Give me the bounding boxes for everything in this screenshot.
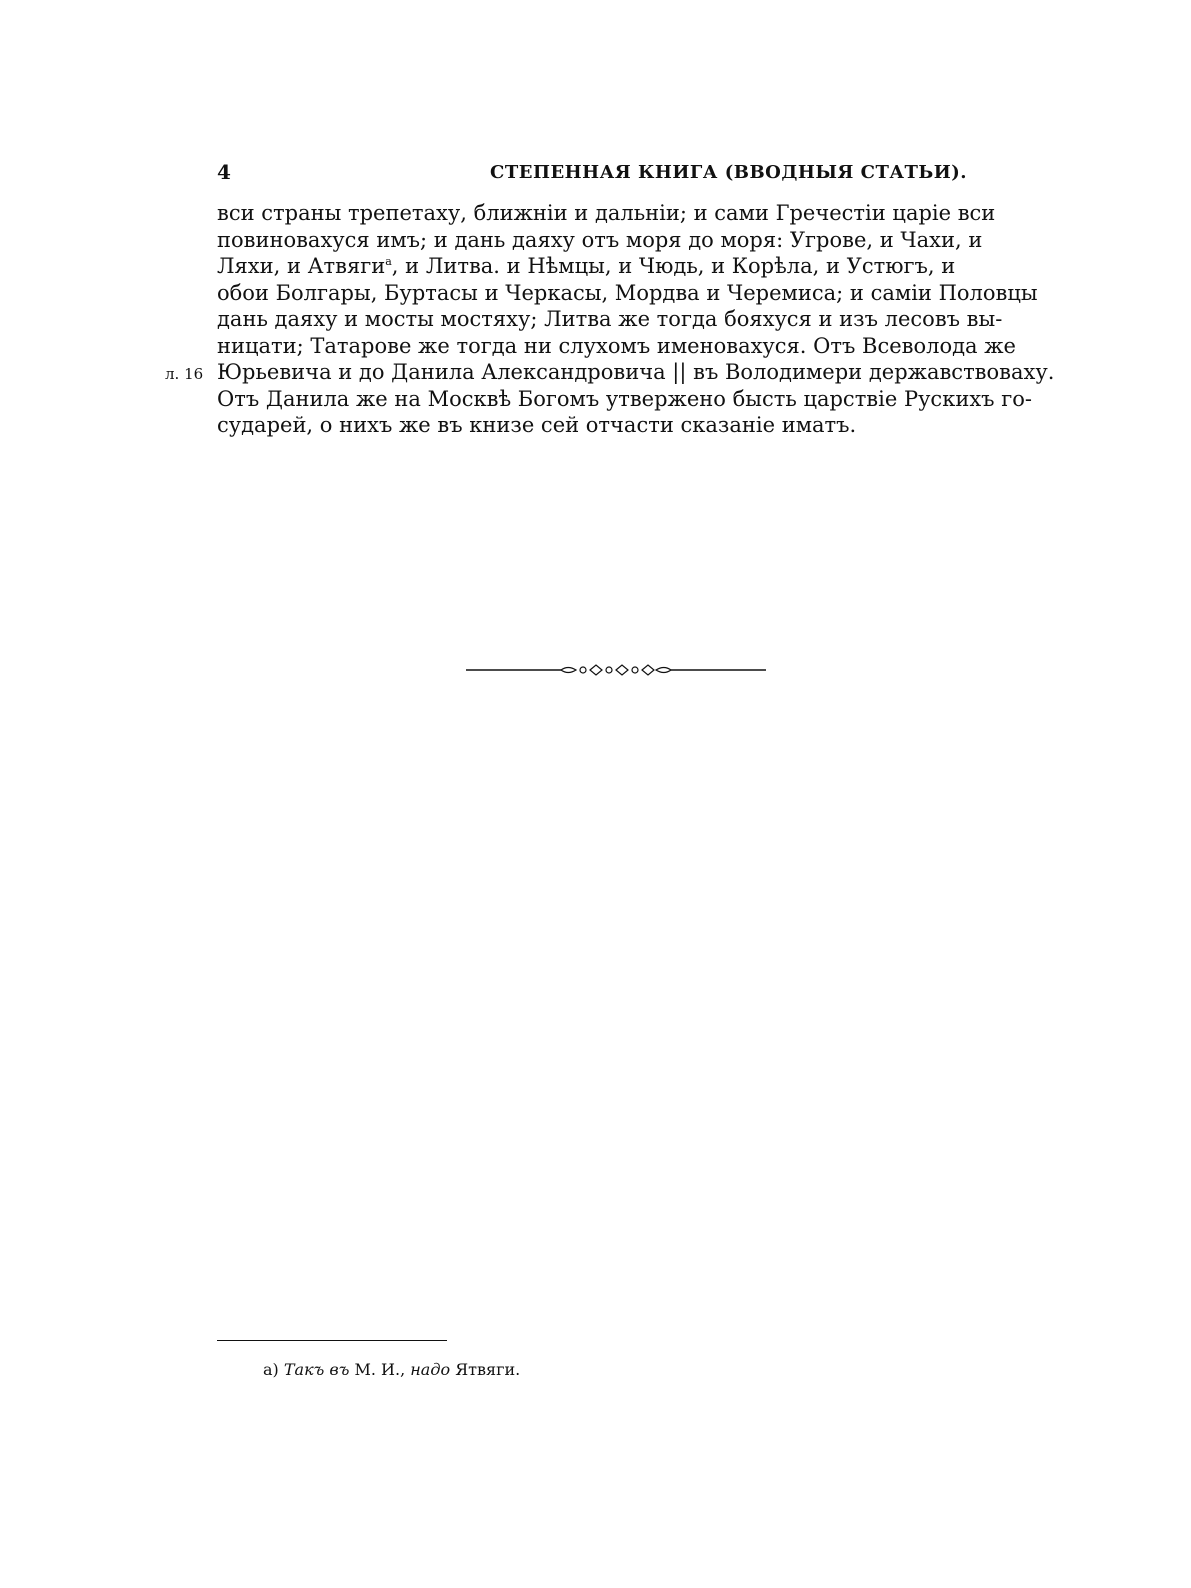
ornament-divider [466, 662, 766, 678]
text-line-3-end: , и Литва. и Нѣмцы, и Чюдь, и Корѣла, и Устюгъ, и [391, 254, 956, 278]
body-text [165, 200, 1055, 439]
text-line-4: обои Болгары, Буртасы и Черкасы, Мордва и Черемиса; и самiи Половцы [217, 280, 1038, 305]
footnote-italic-1: Такъ въ [283, 1360, 350, 1379]
footnote-plain-2: Ятвяги. [455, 1360, 521, 1379]
text-line-1: вси страны трепетаху, ближнiи и дальнiи; и сами Гречестiи царiе вси [217, 201, 996, 225]
text-line-7-wrap [165, 359, 1055, 386]
footnote-italic-2: надо [410, 1360, 451, 1379]
text-line-3-start: Ляхи, и Атвяги [217, 254, 386, 278]
text-line-7: Юрьевича и до Данила Александровича || въ Володимери державствоваху. [217, 360, 1055, 384]
text-line-2: повиновахуся имъ; и дань даяху отъ моря до моря: Угрове, и Чахи, и [217, 227, 983, 252]
text-line-3 [217, 253, 956, 280]
margin-note: л. 16 [165, 365, 204, 383]
footnote-rule [217, 1340, 447, 1341]
footnote-marker: а) [263, 1360, 279, 1379]
running-head: СТЕПЕННАЯ КНИГА (ВВОДНЫЯ СТАТЬИ). [490, 162, 968, 183]
footnote-marker-ref: а [385, 255, 392, 268]
footnote [263, 1360, 520, 1379]
text-line-6: ницати; Татарове же тогда ни слухомъ именовахуся. Отъ Всеволода же [217, 333, 1016, 358]
page-number: 4 [217, 160, 231, 184]
text-line-5: дань даяху и мосты мостяху; Литва же тогда бояхуся и изъ лесовъ вы- [217, 307, 1003, 331]
footnote-plain-1: М. И., [354, 1360, 406, 1379]
text-line-9: сударей, о нихъ же въ книзе сей отчасти сказанiе иматъ. [217, 413, 857, 437]
text-line-8: Отъ Данила же на Москвѣ Богомъ утвержено бысть царствiе Рускихъ го- [217, 386, 1032, 411]
